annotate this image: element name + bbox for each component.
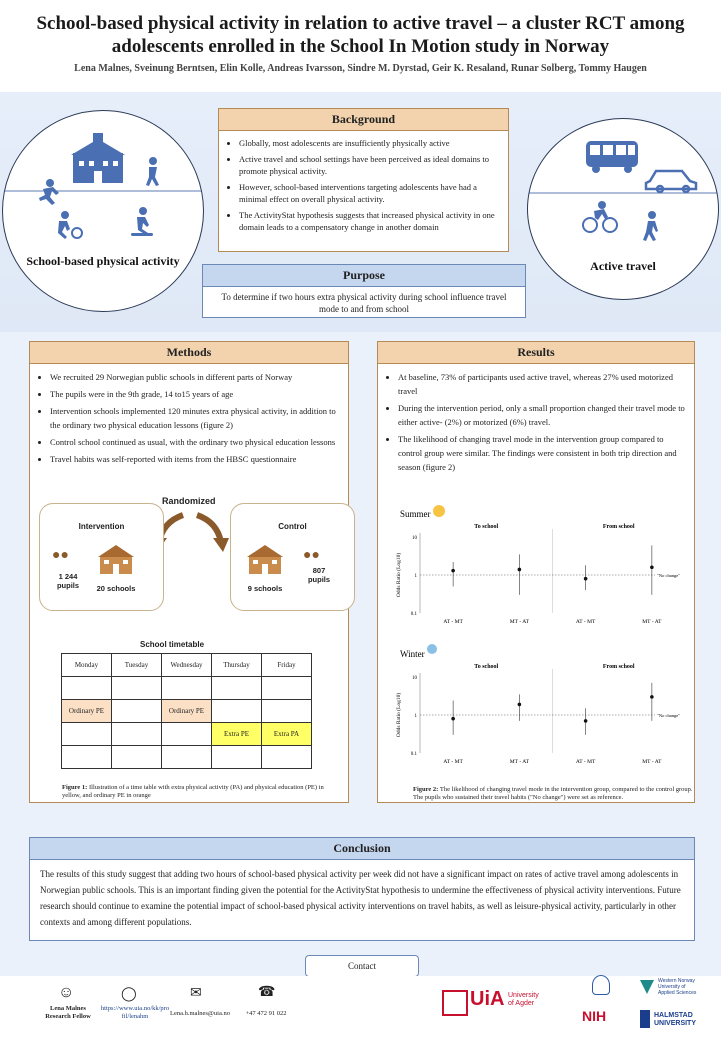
figure1-caption: Figure 1: Illustration of a time table with extra physical activity (PA) and physical education (PE) in yellow, and ordinary PE in orange: [62, 784, 324, 799]
left-circle: [2, 110, 204, 312]
chart-season-title: Summer: [400, 509, 431, 519]
globe-icon: ◯: [121, 987, 137, 1002]
chart-y-tick-label: 1: [414, 574, 417, 579]
results-heading: Results: [378, 342, 694, 364]
chart-y-axis-label: Odds Ratio (Log10): [396, 692, 402, 738]
chart-panel-title: From school: [602, 664, 635, 670]
results-bullet: • At baseline, 73% of participants used active travel, whereas 27% used motorized travel: [398, 370, 686, 398]
extra-pa-cell: Extra PA: [262, 723, 312, 746]
chart-point: [584, 719, 588, 723]
chart-point: [650, 695, 654, 699]
contact-phone[interactable]: +47 472 91 022: [245, 1010, 287, 1017]
methods-bullet: • We recruited 29 Norwegian public schools in different parts of Norway: [50, 370, 340, 384]
contact-name: Lena Malnes: [50, 1005, 86, 1012]
control-pupils: 807: [312, 566, 326, 575]
university-seal-icon: [592, 975, 610, 995]
chart-panel-title: From school: [602, 524, 635, 530]
methods-bullet: • The pupils were in the 9th grade, 14 to15 years of age: [50, 387, 340, 401]
purpose-text: To determine if two hours extra physical activity during school influence travel mode to and from school: [221, 292, 507, 314]
control-title: Control: [278, 522, 307, 531]
walker-icon: [643, 211, 658, 241]
chart-x-tick-label: MT - AT: [642, 759, 662, 765]
chart-y-tick-label: 10: [412, 676, 417, 681]
uia-logo-mark: [442, 990, 468, 1016]
chart-panel-title: To school: [474, 664, 499, 670]
envelope-icon: ✉: [190, 986, 202, 1001]
extra-pe-cell: Extra PE: [212, 723, 262, 746]
methods-bullet: • Intervention schools implemented 120 minutes extra physical activity, in addition to the ordinary two physical education lessons (figure 2): [50, 404, 340, 432]
results-bullet: • The likelihood of changing travel mode in the intervention group compared to control group were similar. The findings were consistent in both trip direction and season (figure 2): [398, 432, 686, 474]
chart-point: [451, 569, 455, 573]
chart-reference-label: "No change": [657, 713, 681, 718]
chart-point: [518, 568, 522, 572]
background-box: [218, 108, 509, 252]
chart-y-tick-label: 0.1: [410, 752, 417, 757]
chart-y-tick-label: 10: [412, 536, 417, 541]
background-bullet: • The ActivityStat hypothesis suggests that increased physical activity in one domain leads to a compensatory change in another domain: [239, 209, 500, 234]
nih-logo: NIH: [582, 1008, 607, 1024]
methods-bullet: • Travel habits was self-reported with items from the HBSC questionnaire: [50, 452, 340, 466]
intervention-title: Intervention: [78, 522, 125, 531]
contact-role: Research Fellow: [45, 1013, 91, 1020]
timetable-day: Wednesday: [162, 654, 212, 677]
contact-email[interactable]: Lena.h.malnes@uia.no: [170, 1010, 230, 1017]
timetable-day: Tuesday: [112, 654, 162, 677]
control-schools: 9 schools: [247, 584, 283, 593]
people-icon: ●●: [52, 546, 69, 562]
phone-icon: ☎: [258, 985, 276, 1000]
control-group: [230, 503, 355, 611]
intervention-pupils: 1 244: [58, 572, 78, 581]
smiley-icon: ☺: [58, 984, 75, 1001]
chart-x-tick-label: AT - MT: [443, 619, 463, 625]
chart-point: [650, 565, 654, 569]
right-circle: [527, 118, 719, 300]
left-circle-label: School-based physical activity: [26, 254, 180, 268]
uia-logo-text: UiA: [470, 988, 505, 1010]
results-bullet: • During the intervention period, only a small proportion changed their travel mode to either active- (2%) or motorized (6%) travel.: [398, 401, 686, 429]
poster-title: School-based physical activity in relation to active travel – a cluster RCT among adolescents enrolled in the School In Motion study in Norway: [36, 13, 685, 57]
chart-y-tick-label: 1: [414, 714, 417, 719]
chart-point: [518, 703, 522, 707]
chart-point: [584, 577, 588, 581]
chart-panel-title: To school: [474, 524, 499, 530]
intervention-schools: 20 schools: [96, 584, 136, 593]
ordinary-pe-cell: Ordinary PE: [162, 700, 212, 723]
methods-heading: Methods: [30, 342, 348, 364]
chart-x-tick-label: AT - MT: [443, 759, 463, 765]
purpose-heading: Purpose: [203, 265, 525, 287]
people-icon: ●●: [303, 546, 320, 562]
chart-x-tick-label: AT - MT: [575, 759, 596, 765]
uia-logo-sub: University of Agder: [508, 992, 539, 1007]
chart-y-axis-label: Odds Ratio (Log10): [396, 552, 402, 598]
background-heading: Background: [219, 109, 508, 131]
school-illustration: [3, 111, 203, 311]
right-circle-label: Active travel: [590, 259, 656, 273]
purpose-box: [202, 264, 526, 318]
background-bullet: • Globally, most adolescents are insufficiently physically active: [239, 137, 500, 150]
halmstad-logo-mark: [640, 1010, 650, 1028]
school-icon: [96, 542, 136, 576]
sun-icon: [433, 505, 445, 517]
chart-x-tick-label: MT - AT: [509, 619, 529, 625]
intervention-pupils-label: pupils: [56, 581, 80, 590]
conclusion-heading: Conclusion: [30, 838, 694, 860]
figure2-caption: Figure 2: The likelihood of changing travel mode in the intervention group, compared to the control group. The pupils who sustained their travel habits ("No change") were set as reference.: [413, 786, 693, 801]
background-bullet: • However, school-based interventions targeting adolescents have had a minimal effect on overall physical activity.: [239, 181, 500, 206]
school-icon: [245, 542, 285, 576]
chart-reference-label: "No change": [657, 573, 681, 578]
background-bullet: • Active travel and school settings have been perceived as ideal domains to promote physical activity.: [239, 153, 500, 178]
wn-logo-text: Western Norway University of Applied Sciences: [658, 978, 697, 996]
chart-point: [451, 717, 455, 721]
conclusion-text: The results of this study suggest that adding two hours of school-based physical activity per week did not have a significant impact on rates of active travel among adolescents in Norwegian public schools. This is an important finding given the potential for the ActivityStat hypothesis to undermine the effectiveness of physical activity interventions. Future research should continue to examine the potential impact of school-based physical activity interventions on travel habits, as well as leisure-physical activity, particularly in other contexts and among different populations.: [40, 869, 681, 927]
chart-season-title: Winter: [400, 649, 425, 659]
timetable-title: School timetable: [140, 640, 205, 649]
timetable: [61, 653, 312, 769]
chart-x-tick-label: MT - AT: [642, 619, 662, 625]
halmstad-logo-text: HALMSTAD UNIVERSITY: [654, 1012, 697, 1027]
timetable-day: Friday: [262, 654, 312, 677]
snowman-icon: [427, 644, 437, 654]
bus-icon: [586, 141, 638, 173]
chart-x-tick-label: MT - AT: [509, 759, 529, 765]
randomized-label: Randomized: [162, 496, 216, 506]
contact-heading: Contact: [305, 955, 419, 977]
methods-bullet: • Control school continued as usual, with the ordinary two physical education lessons: [50, 435, 340, 449]
control-pupils-label: pupils: [307, 575, 331, 584]
intervention-group: [39, 503, 164, 611]
chart-y-tick-label: 0.1: [410, 612, 417, 617]
timetable-day: Monday: [62, 654, 112, 677]
odds-ratio-charts: [380, 495, 690, 785]
chart-x-tick-label: AT - MT: [575, 619, 596, 625]
ordinary-pe-cell: Ordinary PE: [62, 700, 112, 723]
conclusion-box: [29, 837, 695, 941]
cyclist-icon: [594, 201, 608, 220]
contact-web-link[interactable]: https://www.uia.no/kk/profil/lenahm: [100, 1005, 170, 1020]
poster-authors: Lena Malnes, Sveinung Berntsen, Elin Kolle, Andreas Ivarsson, Sindre M. Dyrstad, Geir K. Resaland, Runar Solberg, Tommy Haugen: [74, 63, 647, 74]
car-icon: [646, 171, 696, 192]
timetable-day: Thursday: [212, 654, 262, 677]
